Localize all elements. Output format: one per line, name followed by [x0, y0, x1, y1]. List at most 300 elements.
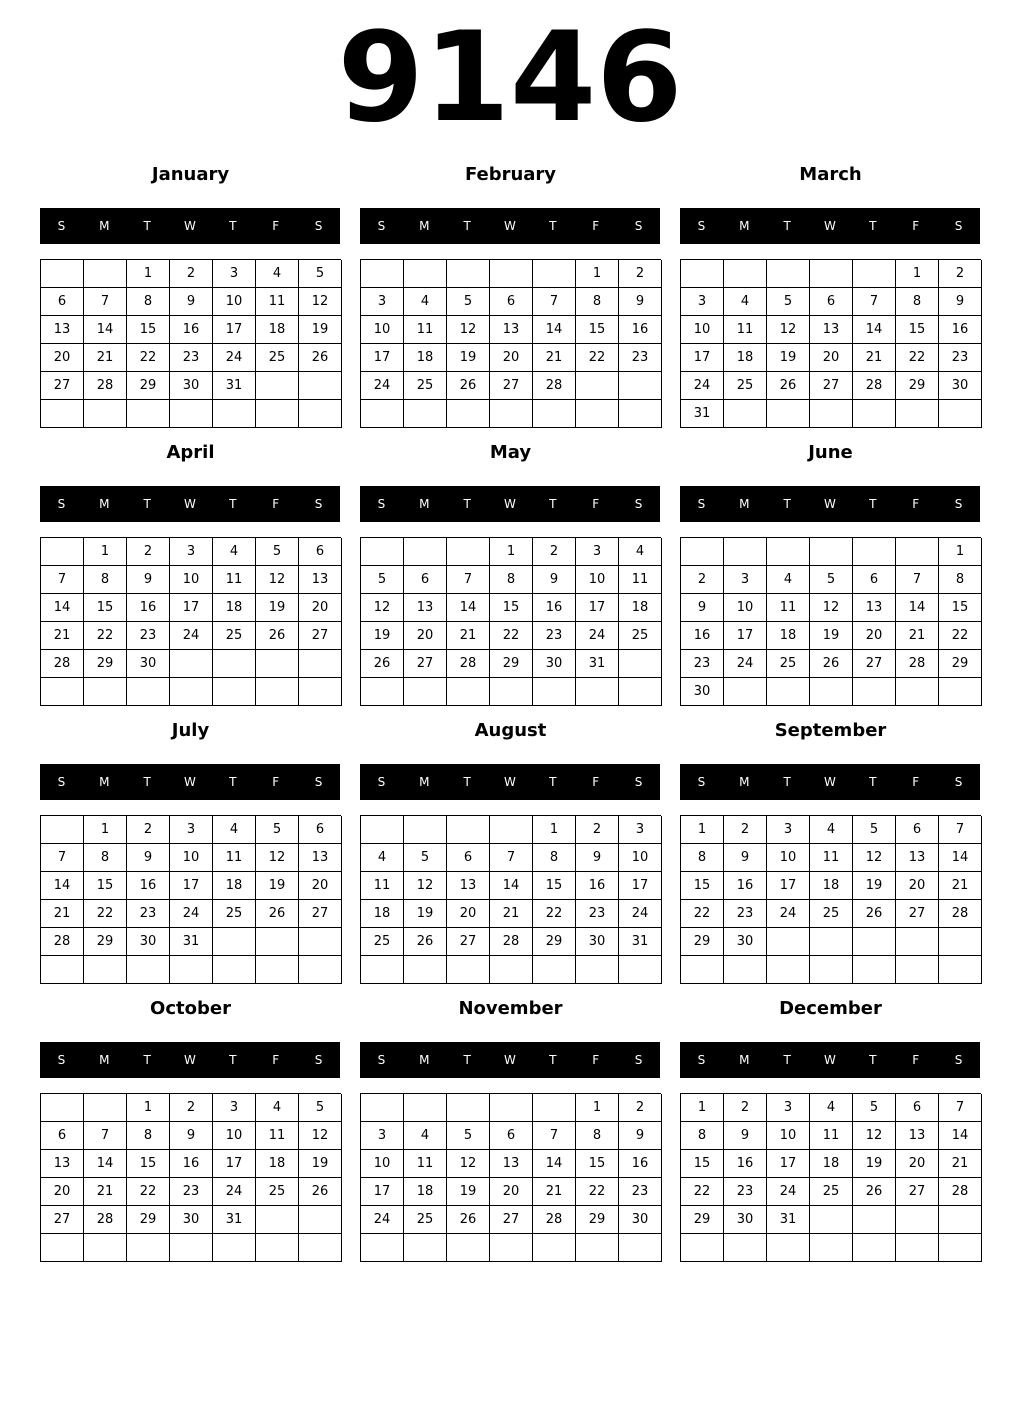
weekday-label: M — [419, 775, 430, 789]
empty-cell — [84, 1094, 127, 1122]
empty-cell — [533, 1094, 576, 1122]
empty-cell — [810, 1234, 853, 1262]
weekday-label: T — [783, 497, 791, 511]
empty-cell — [447, 260, 490, 288]
day-cell: 27 — [490, 1206, 533, 1234]
day-cell: 24 — [213, 344, 256, 372]
empty-cell — [533, 1234, 576, 1262]
day-cell: 29 — [84, 928, 127, 956]
weekday-label: W — [504, 497, 516, 511]
weekday-label: W — [504, 1053, 516, 1067]
day-cell: 5 — [256, 538, 299, 566]
day-cell: 25 — [213, 622, 256, 650]
weekday-label: F — [272, 219, 280, 233]
weekday-label: S — [57, 219, 66, 233]
day-cell: 3 — [576, 538, 619, 566]
day-cell: 25 — [256, 344, 299, 372]
day-cell: 30 — [170, 1206, 213, 1234]
day-cell: 15 — [84, 594, 127, 622]
empty-cell — [361, 1094, 404, 1122]
day-cell: 7 — [84, 1122, 127, 1150]
empty-cell — [767, 260, 810, 288]
day-cell: 25 — [724, 372, 767, 400]
weekday-header — [680, 208, 980, 244]
day-cell: 26 — [767, 372, 810, 400]
day-cell: 5 — [299, 1094, 342, 1122]
month-september — [680, 719, 981, 989]
weekday-label: S — [314, 497, 323, 511]
day-cell: 7 — [490, 844, 533, 872]
day-cell: 22 — [127, 344, 170, 372]
day-cell: 6 — [490, 1122, 533, 1150]
empty-cell — [724, 1234, 767, 1262]
day-cell: 1 — [681, 1094, 724, 1122]
day-cell: 13 — [299, 566, 342, 594]
empty-cell — [361, 538, 404, 566]
day-cell: 21 — [939, 872, 982, 900]
empty-cell — [41, 956, 84, 984]
day-cell: 16 — [619, 316, 662, 344]
day-cell: 28 — [490, 928, 533, 956]
weekday-label: W — [504, 775, 516, 789]
weekday-label: S — [954, 219, 963, 233]
day-cell: 20 — [41, 344, 84, 372]
day-cell: 3 — [619, 816, 662, 844]
day-cell: 20 — [41, 1178, 84, 1206]
empty-cell — [896, 400, 939, 428]
day-grid — [680, 537, 981, 706]
day-cell: 26 — [256, 622, 299, 650]
day-grid — [40, 1093, 341, 1262]
day-cell: 14 — [41, 872, 84, 900]
day-cell: 3 — [767, 1094, 810, 1122]
day-cell: 4 — [404, 1122, 447, 1150]
day-cell: 29 — [127, 1206, 170, 1234]
empty-cell — [404, 400, 447, 428]
empty-cell — [619, 678, 662, 706]
day-cell: 2 — [619, 1094, 662, 1122]
empty-cell — [896, 678, 939, 706]
day-cell: 26 — [361, 650, 404, 678]
day-cell: 5 — [447, 288, 490, 316]
day-cell: 15 — [576, 316, 619, 344]
empty-cell — [299, 1206, 342, 1234]
day-cell: 20 — [490, 344, 533, 372]
day-cell: 18 — [256, 1150, 299, 1178]
day-cell: 21 — [41, 900, 84, 928]
day-cell: 23 — [127, 900, 170, 928]
day-cell: 21 — [939, 1150, 982, 1178]
weekday-header — [680, 764, 980, 800]
empty-cell — [299, 956, 342, 984]
day-cell: 27 — [447, 928, 490, 956]
day-cell: 29 — [576, 1206, 619, 1234]
weekday-label: S — [377, 219, 386, 233]
weekday-label: S — [697, 1053, 706, 1067]
day-cell: 5 — [447, 1122, 490, 1150]
day-cell: 25 — [767, 650, 810, 678]
day-cell: 29 — [490, 650, 533, 678]
day-cell: 17 — [767, 1150, 810, 1178]
day-cell: 17 — [170, 594, 213, 622]
day-cell: 31 — [213, 1206, 256, 1234]
weekday-label: S — [954, 1053, 963, 1067]
day-cell: 4 — [256, 260, 299, 288]
day-cell: 29 — [681, 1206, 724, 1234]
day-cell: 13 — [447, 872, 490, 900]
empty-cell — [490, 260, 533, 288]
day-cell: 26 — [299, 1178, 342, 1206]
day-cell: 16 — [170, 316, 213, 344]
day-cell: 15 — [127, 316, 170, 344]
day-cell: 19 — [447, 1178, 490, 1206]
empty-cell — [84, 260, 127, 288]
day-cell: 13 — [853, 594, 896, 622]
day-cell: 20 — [404, 622, 447, 650]
weekday-label: T — [143, 775, 151, 789]
day-cell: 10 — [213, 1122, 256, 1150]
day-cell: 30 — [576, 928, 619, 956]
day-cell: 20 — [810, 344, 853, 372]
day-cell: 29 — [84, 650, 127, 678]
day-cell: 5 — [299, 260, 342, 288]
day-cell: 27 — [896, 1178, 939, 1206]
day-cell: 17 — [619, 872, 662, 900]
day-cell: 21 — [896, 622, 939, 650]
day-cell: 27 — [41, 1206, 84, 1234]
empty-cell — [533, 956, 576, 984]
day-cell: 2 — [533, 538, 576, 566]
empty-cell — [490, 816, 533, 844]
empty-cell — [127, 1234, 170, 1262]
day-cell: 14 — [84, 316, 127, 344]
weekday-label: T — [229, 1053, 237, 1067]
empty-cell — [681, 260, 724, 288]
day-cell: 5 — [256, 816, 299, 844]
empty-cell — [361, 1234, 404, 1262]
day-cell: 3 — [681, 288, 724, 316]
empty-cell — [767, 956, 810, 984]
day-cell: 24 — [170, 622, 213, 650]
weekday-header — [360, 208, 660, 244]
day-cell: 24 — [361, 1206, 404, 1234]
day-cell: 1 — [533, 816, 576, 844]
empty-cell — [853, 678, 896, 706]
day-grid — [40, 537, 341, 706]
day-cell: 22 — [576, 344, 619, 372]
empty-cell — [576, 678, 619, 706]
empty-cell — [447, 678, 490, 706]
day-cell: 6 — [853, 566, 896, 594]
day-cell: 26 — [447, 372, 490, 400]
empty-cell — [170, 400, 213, 428]
empty-cell — [299, 678, 342, 706]
day-cell: 28 — [896, 650, 939, 678]
weekday-label: T — [463, 1053, 471, 1067]
day-cell: 19 — [404, 900, 447, 928]
empty-cell — [170, 1234, 213, 1262]
day-cell: 20 — [853, 622, 896, 650]
day-cell: 7 — [533, 1122, 576, 1150]
day-cell: 19 — [810, 622, 853, 650]
empty-cell — [213, 678, 256, 706]
weekday-label: S — [697, 219, 706, 233]
empty-cell — [299, 928, 342, 956]
day-cell: 10 — [767, 844, 810, 872]
day-cell: 15 — [681, 872, 724, 900]
empty-cell — [619, 400, 662, 428]
month-name: September — [774, 720, 887, 741]
day-cell: 30 — [533, 650, 576, 678]
month-name: January — [151, 164, 230, 185]
empty-cell — [681, 956, 724, 984]
day-cell: 22 — [681, 900, 724, 928]
day-grid — [680, 815, 981, 984]
day-cell: 2 — [724, 816, 767, 844]
day-cell: 8 — [576, 288, 619, 316]
day-cell: 20 — [447, 900, 490, 928]
day-cell: 28 — [84, 1206, 127, 1234]
weekday-label: F — [912, 219, 920, 233]
day-cell: 23 — [619, 344, 662, 372]
day-cell: 24 — [767, 1178, 810, 1206]
day-cell: 15 — [533, 872, 576, 900]
weekday-header — [40, 764, 340, 800]
day-cell: 16 — [619, 1150, 662, 1178]
weekday-label: S — [377, 497, 386, 511]
empty-cell — [84, 1234, 127, 1262]
day-cell: 6 — [299, 816, 342, 844]
weekday-label: T — [229, 497, 237, 511]
day-cell: 3 — [170, 538, 213, 566]
day-cell: 22 — [127, 1178, 170, 1206]
day-cell: 2 — [576, 816, 619, 844]
empty-cell — [127, 678, 170, 706]
day-cell: 14 — [533, 1150, 576, 1178]
empty-cell — [404, 678, 447, 706]
empty-cell — [404, 956, 447, 984]
day-cell: 25 — [619, 622, 662, 650]
day-cell: 27 — [810, 372, 853, 400]
day-cell: 27 — [853, 650, 896, 678]
day-cell: 8 — [681, 1122, 724, 1150]
day-cell: 24 — [619, 900, 662, 928]
weekday-label: M — [99, 497, 110, 511]
day-cell: 16 — [533, 594, 576, 622]
day-cell: 28 — [533, 372, 576, 400]
day-cell: 1 — [576, 260, 619, 288]
empty-cell — [939, 678, 982, 706]
day-cell: 5 — [853, 1094, 896, 1122]
day-cell: 22 — [681, 1178, 724, 1206]
day-cell: 29 — [681, 928, 724, 956]
day-cell: 9 — [619, 288, 662, 316]
day-cell: 11 — [404, 1150, 447, 1178]
day-cell: 16 — [127, 872, 170, 900]
month-name: June — [808, 442, 853, 463]
day-cell: 23 — [170, 344, 213, 372]
month-november — [360, 997, 661, 1267]
day-grid — [360, 815, 661, 984]
month-name: February — [464, 164, 557, 185]
day-cell: 30 — [681, 678, 724, 706]
weekday-label: S — [697, 497, 706, 511]
weekday-label: F — [272, 775, 280, 789]
weekday-label: S — [634, 1053, 643, 1067]
empty-cell — [724, 956, 767, 984]
day-cell: 17 — [213, 316, 256, 344]
empty-cell — [404, 816, 447, 844]
day-cell: 23 — [127, 622, 170, 650]
weekday-label: S — [314, 775, 323, 789]
month-august — [360, 719, 661, 989]
day-cell: 12 — [361, 594, 404, 622]
day-cell: 14 — [533, 316, 576, 344]
day-cell: 13 — [41, 1150, 84, 1178]
day-cell: 24 — [361, 372, 404, 400]
day-cell: 28 — [447, 650, 490, 678]
month-february — [360, 163, 661, 433]
day-grid — [360, 259, 661, 428]
weekday-label: S — [634, 775, 643, 789]
day-cell: 28 — [41, 928, 84, 956]
day-cell: 10 — [170, 566, 213, 594]
day-cell: 11 — [213, 844, 256, 872]
month-june — [680, 441, 981, 711]
empty-cell — [170, 650, 213, 678]
weekday-label: W — [824, 775, 836, 789]
month-name: May — [489, 442, 532, 463]
day-cell: 2 — [170, 260, 213, 288]
day-cell: 2 — [619, 260, 662, 288]
day-cell: 4 — [404, 288, 447, 316]
empty-cell — [853, 1206, 896, 1234]
weekday-label: M — [419, 1053, 430, 1067]
day-cell: 21 — [84, 1178, 127, 1206]
empty-cell — [41, 1234, 84, 1262]
empty-cell — [41, 678, 84, 706]
empty-cell — [810, 1206, 853, 1234]
day-cell: 19 — [256, 594, 299, 622]
weekday-label: S — [57, 1053, 66, 1067]
day-cell: 1 — [490, 538, 533, 566]
empty-cell — [447, 1094, 490, 1122]
day-cell: 10 — [619, 844, 662, 872]
day-cell: 1 — [84, 816, 127, 844]
empty-cell — [256, 678, 299, 706]
day-cell: 16 — [724, 1150, 767, 1178]
day-cell: 18 — [404, 1178, 447, 1206]
weekday-header — [360, 486, 660, 522]
day-cell: 23 — [724, 900, 767, 928]
empty-cell — [256, 400, 299, 428]
day-cell: 9 — [619, 1122, 662, 1150]
month-january — [40, 163, 341, 433]
month-name: April — [166, 442, 215, 463]
weekday-label: M — [419, 497, 430, 511]
day-cell: 14 — [41, 594, 84, 622]
empty-cell — [41, 538, 84, 566]
day-cell: 12 — [404, 872, 447, 900]
empty-cell — [724, 400, 767, 428]
day-cell: 8 — [939, 566, 982, 594]
day-cell: 6 — [404, 566, 447, 594]
day-cell: 8 — [84, 566, 127, 594]
day-cell: 9 — [576, 844, 619, 872]
day-cell: 5 — [810, 566, 853, 594]
day-cell: 26 — [256, 900, 299, 928]
month-name: October — [150, 998, 231, 1019]
day-cell: 22 — [84, 622, 127, 650]
weekday-label: T — [549, 1053, 557, 1067]
empty-cell — [681, 538, 724, 566]
weekday-label: S — [634, 497, 643, 511]
empty-cell — [939, 928, 982, 956]
day-grid — [360, 1093, 661, 1262]
empty-cell — [576, 956, 619, 984]
empty-cell — [490, 1094, 533, 1122]
day-cell: 19 — [853, 872, 896, 900]
day-cell: 17 — [170, 872, 213, 900]
day-cell: 14 — [447, 594, 490, 622]
day-cell: 4 — [810, 816, 853, 844]
day-cell: 30 — [170, 372, 213, 400]
day-cell: 10 — [681, 316, 724, 344]
day-cell: 14 — [84, 1150, 127, 1178]
weekday-label: T — [229, 775, 237, 789]
weekday-label: W — [504, 219, 516, 233]
day-cell: 7 — [939, 816, 982, 844]
day-cell: 21 — [41, 622, 84, 650]
day-cell: 18 — [810, 1150, 853, 1178]
day-cell: 6 — [490, 288, 533, 316]
day-cell: 14 — [939, 844, 982, 872]
month-july — [40, 719, 341, 989]
day-cell: 19 — [447, 344, 490, 372]
day-cell: 3 — [170, 816, 213, 844]
weekday-label: T — [783, 775, 791, 789]
empty-cell — [724, 260, 767, 288]
day-cell: 16 — [724, 872, 767, 900]
day-cell: 30 — [724, 928, 767, 956]
day-cell: 8 — [127, 1122, 170, 1150]
day-cell: 11 — [361, 872, 404, 900]
day-cell: 8 — [896, 288, 939, 316]
day-cell: 17 — [681, 344, 724, 372]
day-cell: 30 — [619, 1206, 662, 1234]
weekday-label: T — [463, 775, 471, 789]
day-cell: 9 — [170, 288, 213, 316]
empty-cell — [256, 372, 299, 400]
day-cell: 30 — [127, 650, 170, 678]
day-cell: 6 — [810, 288, 853, 316]
day-cell: 13 — [41, 316, 84, 344]
day-cell: 9 — [533, 566, 576, 594]
day-cell: 6 — [41, 1122, 84, 1150]
day-cell: 25 — [810, 900, 853, 928]
day-cell: 20 — [896, 872, 939, 900]
day-cell: 10 — [576, 566, 619, 594]
empty-cell — [939, 400, 982, 428]
weekday-header — [40, 486, 340, 522]
weekday-label: T — [549, 219, 557, 233]
empty-cell — [853, 260, 896, 288]
day-cell: 6 — [41, 288, 84, 316]
day-cell: 24 — [767, 900, 810, 928]
day-cell: 11 — [724, 316, 767, 344]
weekday-label: W — [824, 497, 836, 511]
day-cell: 21 — [447, 622, 490, 650]
